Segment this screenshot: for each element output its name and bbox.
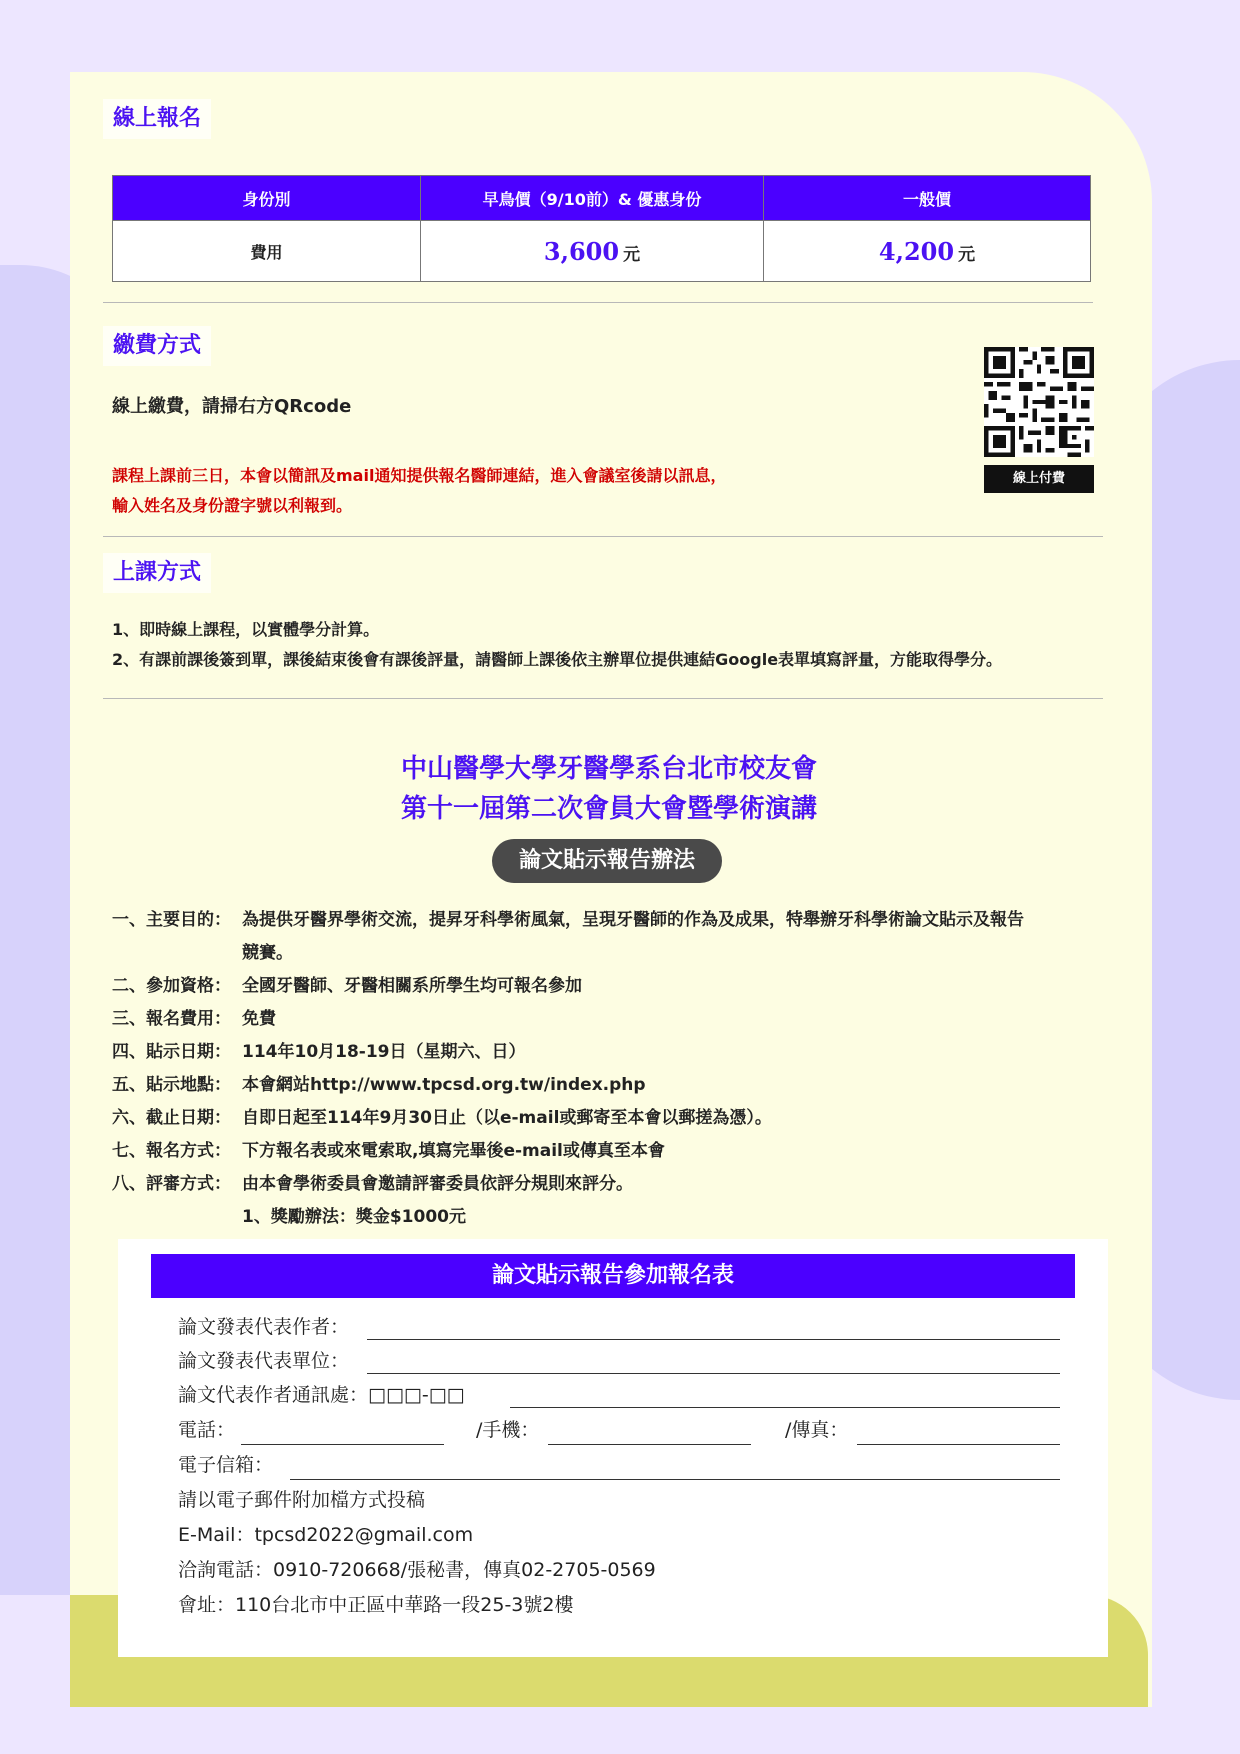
currency-label: 元	[958, 244, 976, 265]
fee-regular-cell	[764, 221, 1091, 282]
document-card	[70, 72, 1152, 1707]
registration-heading: 線上報名	[103, 99, 211, 139]
early-price: 3,600	[543, 236, 620, 266]
rule-item	[112, 1003, 1132, 1036]
address-label: 論文代表作者通訊處：□□□-□□	[178, 1384, 465, 1406]
fax-field[interactable]	[857, 1444, 1060, 1445]
rule-item	[112, 1036, 1132, 1069]
contact-phone: 洽詢電話：0910-720668/張秘書，傳真02-2705-0569	[178, 1559, 656, 1581]
mobile-field[interactable]	[548, 1444, 751, 1445]
event-subtitle-pill: 論文貼示報告辦法	[492, 839, 722, 883]
award-text: 1、獎勵辦法：獎金$1000元	[242, 1207, 466, 1227]
rule-item	[112, 970, 1132, 1003]
email-label: 電子信箱：	[178, 1454, 274, 1476]
rule-text: 為提供牙醫界學術交流，提昇牙科學術風氣，呈現牙醫師的作為及成果，特舉辦牙科學術論文貼示及報告	[242, 910, 1024, 930]
phone-field[interactable]	[241, 1444, 444, 1445]
association-address: 會址：110台北市中正區中華路一段25-3號2樓	[178, 1594, 574, 1616]
class-mode-heading: 上課方式	[103, 553, 211, 593]
author-field[interactable]	[367, 1339, 1060, 1340]
rule-text: 由本會學術委員會邀請評審委員依評分規則來評分。	[242, 1174, 633, 1194]
author-label: 論文發表代表作者：	[178, 1316, 350, 1338]
event-title-line2: 第十一屆第二次會員大會暨學術演講	[400, 794, 817, 824]
rule-label: 四、貼示日期：	[112, 1042, 231, 1062]
unit-field[interactable]	[367, 1373, 1060, 1374]
rule-item	[112, 1135, 1132, 1168]
email-field[interactable]	[290, 1479, 1060, 1480]
divider	[103, 536, 1103, 537]
rule-label: 五、貼示地點：	[112, 1075, 231, 1095]
class-mode-item: 2、有課前課後簽到單，課後結束後會有課後評量，請醫師上課後依主辦單位提供連結Google表單填寫評量，方能取得學分。	[112, 650, 1003, 669]
rule-text: 自即日起至114年9月30日止（以e-mail或郵寄至本會以郵搓為憑）。	[242, 1108, 772, 1128]
rule-text: 競賽。	[242, 943, 293, 963]
rule-item	[112, 1168, 1132, 1201]
fee-row-label: 費用	[113, 221, 421, 282]
award-item	[112, 1201, 1132, 1234]
mobile-label: /手機：	[476, 1419, 540, 1441]
rule-item	[112, 1102, 1132, 1135]
fax-label: /傳真：	[785, 1419, 849, 1441]
payment-qr-code[interactable]	[984, 347, 1094, 457]
contact-email[interactable]: E-Mail：tpcsd2022@gmail.com	[178, 1524, 474, 1546]
fee-table	[112, 175, 1091, 282]
rule-item-continued	[112, 937, 1132, 970]
qr-label: 線上付費	[984, 465, 1094, 493]
payment-instruction: 線上繳費，請掃右方QRcode	[112, 396, 352, 417]
rule-text: 114年10月18-19日（星期六、日）	[242, 1042, 526, 1062]
rule-text: 本會網站http://www.tpcsd.org.tw/index.php	[242, 1075, 646, 1095]
payment-heading: 繳費方式	[103, 326, 211, 366]
form-title: 論文貼示報告參加報名表	[151, 1254, 1075, 1298]
divider	[103, 698, 1103, 699]
fee-header-identity: 身份別	[113, 176, 421, 221]
event-title-line1: 中山醫學大學牙醫學系台北市校友會	[400, 754, 817, 784]
rule-label: 三、報名費用：	[112, 1009, 231, 1029]
phone-label: 電話：	[178, 1419, 236, 1441]
rule-text: 免費	[242, 1009, 276, 1029]
fee-header-early: 早鳥價（9/10前）& 優惠身份	[421, 176, 764, 221]
fee-early-cell	[421, 221, 764, 282]
currency-label: 元	[623, 244, 641, 265]
fee-header-regular: 一般價	[764, 176, 1091, 221]
rule-label: 七、報名方式：	[112, 1141, 231, 1161]
rule-label: 八、評審方式：	[112, 1174, 231, 1194]
regular-price: 4,200	[878, 236, 955, 266]
rule-label: 二、參加資格：	[112, 976, 231, 996]
rule-label: 一、主要目的：	[112, 910, 231, 930]
rule-text: 下方報名表或來電索取,填寫完畢後e-mail或傳真至本會	[242, 1141, 665, 1161]
rules-list	[112, 904, 1132, 1234]
payment-notice-line1: 課程上課前三日，本會以簡訊及mail通知提供報名醫師連結，進入會議室後請以訊息，	[112, 466, 727, 485]
registration-form	[118, 1239, 1108, 1657]
rule-item	[112, 1069, 1132, 1102]
rule-item	[112, 904, 1132, 937]
rule-text: 全國牙醫師、牙醫相關系所學生均可報名參加	[242, 976, 582, 996]
divider	[103, 302, 1093, 303]
class-mode-list	[112, 615, 1002, 675]
payment-notice-line2: 輸入姓名及身份證字號以利報到。	[112, 496, 353, 515]
address-field[interactable]	[510, 1407, 1060, 1408]
class-mode-item: 1、即時線上課程，以實體學分計算。	[112, 620, 380, 639]
submit-note: 請以電子郵件附加檔方式投稿	[178, 1489, 426, 1511]
unit-label: 論文發表代表單位：	[178, 1350, 350, 1372]
rule-label: 六、截止日期：	[112, 1108, 231, 1128]
